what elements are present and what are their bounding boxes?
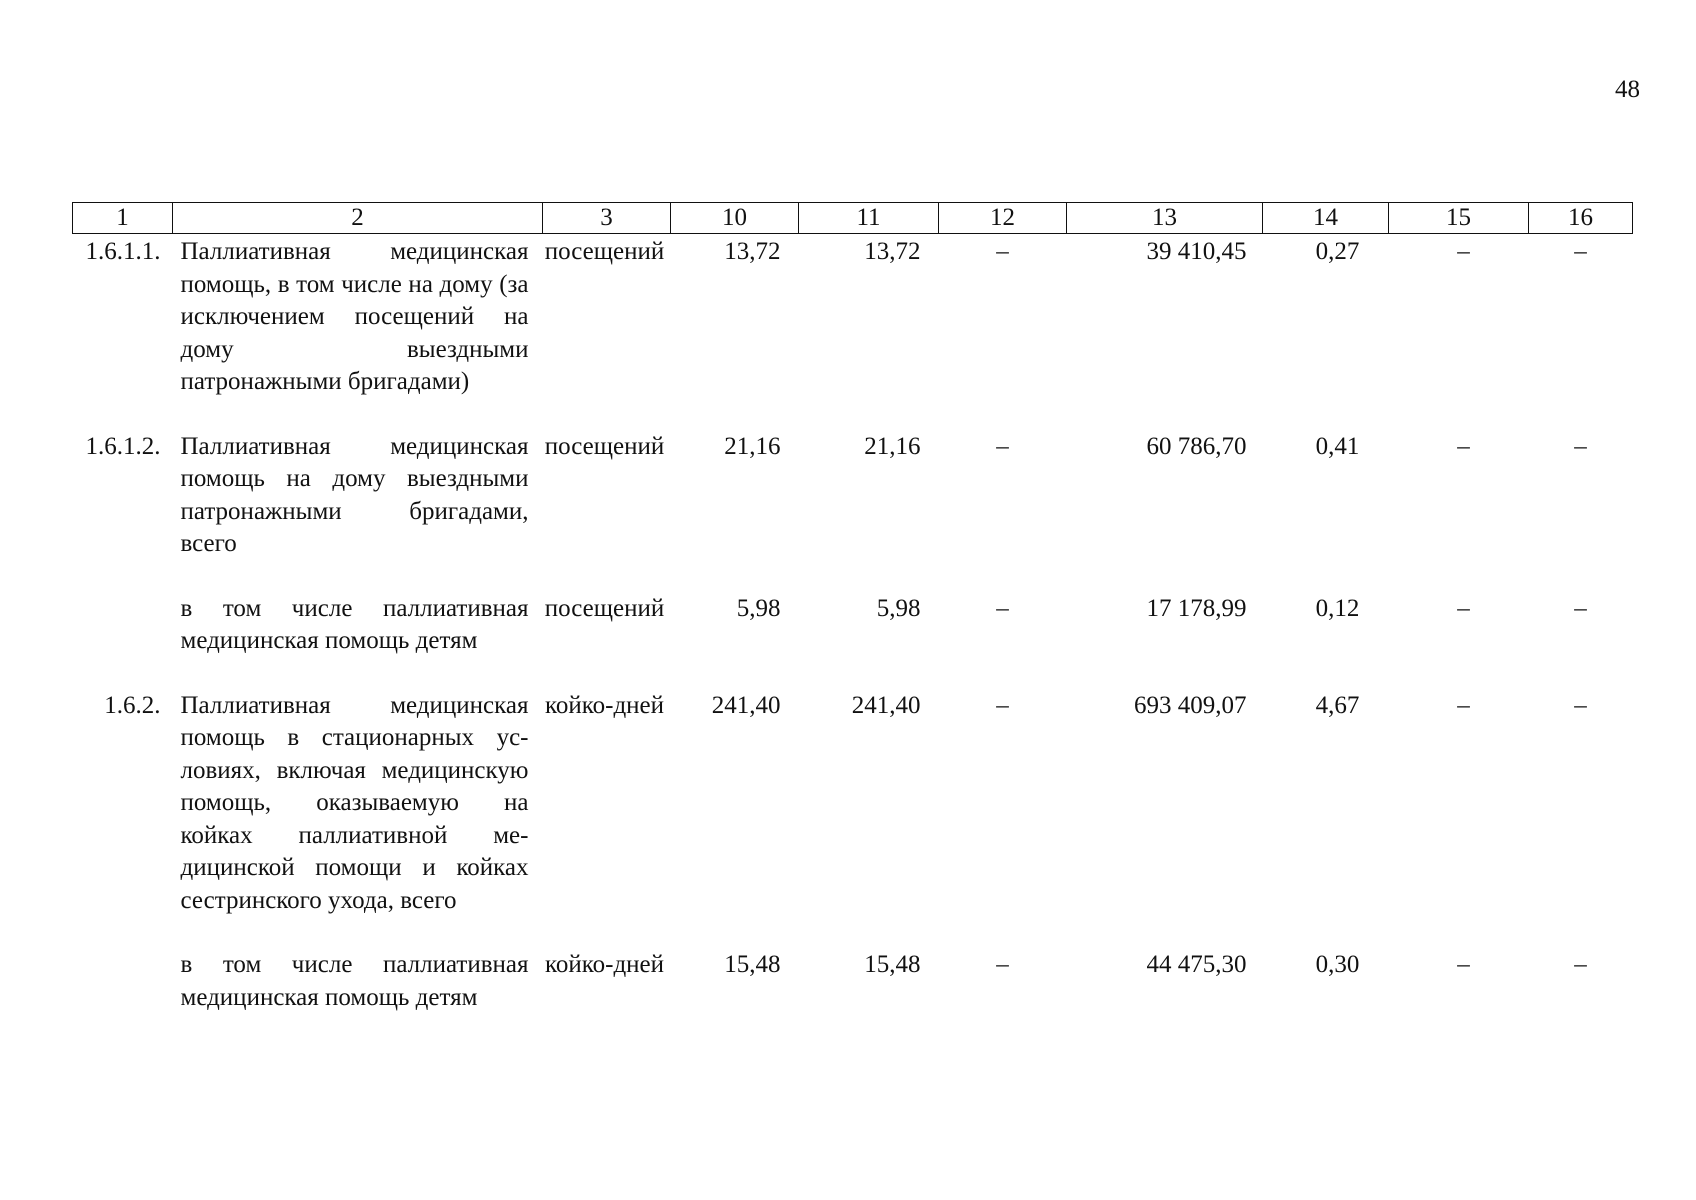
cell-col-16: – <box>1574 238 1587 265</box>
row-name: Паллиативная медицинская помощь в стационарных условиях, включая медицинскую помощь, оказываемую на койках паллиативной медицинской помощи и койках сестринского ухода, всего <box>180 691 529 914</box>
cell-col-10: 13,72 <box>724 238 781 265</box>
cell-col-15: – <box>1457 594 1470 622</box>
row-name: в том числе паллиативная медицинская помощь детям <box>180 951 529 1011</box>
data-table <box>72 202 1633 1014</box>
column-header: 1 <box>73 203 173 234</box>
table-header-row <box>73 203 1633 234</box>
table-row <box>73 593 1633 690</box>
table-row <box>73 234 1633 431</box>
cell-col-15: – <box>1457 432 1470 460</box>
row-unit: посещений <box>544 432 665 460</box>
column-header: 13 <box>1067 203 1263 234</box>
cell-col-13: 17 178,99 <box>1146 594 1247 622</box>
cell-col-14: 0,12 <box>1315 594 1360 622</box>
row-name: Паллиативная медицинская помощь, в том числе на дому (за исключением посещений на дому выездными патронажными бригадами) <box>180 238 529 395</box>
cell-col-12: – <box>996 691 1009 719</box>
row-unit: койко-дней <box>544 691 665 719</box>
cell-col-16: – <box>1574 594 1587 622</box>
row-unit: койко-дней <box>544 951 665 978</box>
table-row <box>73 949 1633 1014</box>
cell-col-14: 4,67 <box>1315 691 1360 719</box>
cell-col-16: – <box>1574 951 1587 978</box>
cell-col-11: 5,98 <box>876 594 921 622</box>
column-header: 10 <box>671 203 799 234</box>
table-row <box>73 690 1633 950</box>
row-unit: посещений <box>544 594 665 622</box>
cell-col-12: – <box>996 432 1009 460</box>
column-header: 2 <box>173 203 543 234</box>
row-code: 1.6.1.2. <box>85 432 161 460</box>
row-code <box>73 949 173 1014</box>
row-unit: посещений <box>544 238 665 265</box>
cell-col-16: – <box>1574 432 1587 460</box>
cell-col-10: 241,40 <box>711 691 781 719</box>
cell-col-12: – <box>996 238 1009 265</box>
row-code: 1.6.1.1. <box>85 238 161 265</box>
cell-col-15: – <box>1457 238 1470 265</box>
cell-col-15: – <box>1457 951 1470 978</box>
row-name: Паллиативная медицинская помощь на дому выездными патронажными бригадами, всего <box>180 432 529 557</box>
cell-col-14: 0,41 <box>1315 432 1360 460</box>
cell-col-12: – <box>996 951 1009 978</box>
cell-col-12: – <box>996 594 1009 622</box>
column-header: 12 <box>939 203 1067 234</box>
cell-col-11: 15,48 <box>864 951 921 978</box>
row-code: 1.6.2. <box>104 691 161 719</box>
cell-col-11: 241,40 <box>851 691 921 719</box>
cell-col-10: 5,98 <box>736 594 781 622</box>
cell-col-11: 13,72 <box>864 238 921 265</box>
cell-col-16: – <box>1574 691 1587 719</box>
cell-col-14: 0,27 <box>1315 238 1360 265</box>
table-row <box>73 431 1633 593</box>
column-header: 11 <box>799 203 939 234</box>
column-header: 16 <box>1529 203 1633 234</box>
row-code <box>73 593 173 690</box>
cell-col-10: 15,48 <box>724 951 781 978</box>
cell-col-10: 21,16 <box>724 432 781 460</box>
column-header: 14 <box>1263 203 1389 234</box>
cell-col-13: 44 475,30 <box>1146 951 1247 978</box>
page-number: 48 <box>1615 76 1640 103</box>
cell-col-13: 693 409,07 <box>1134 691 1247 719</box>
row-name: в том числе паллиативная медицинская помощь детям <box>180 594 529 654</box>
cell-col-15: – <box>1457 691 1470 719</box>
cell-col-13: 60 786,70 <box>1146 432 1247 460</box>
cell-col-13: 39 410,45 <box>1146 238 1247 265</box>
cell-col-14: 0,30 <box>1315 951 1360 978</box>
column-header: 3 <box>543 203 671 234</box>
column-header: 15 <box>1389 203 1529 234</box>
cell-col-11: 21,16 <box>864 432 921 460</box>
